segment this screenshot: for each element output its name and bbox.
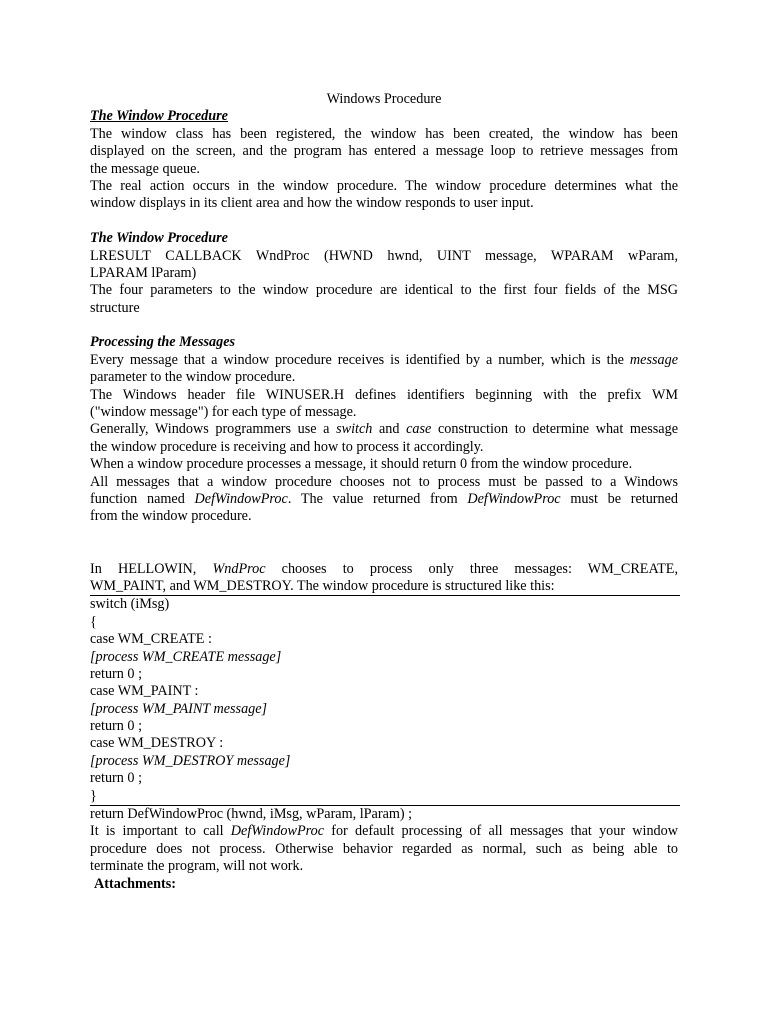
paragraph-line: The window class has been registered, the window has been created, the window has been: [90, 125, 678, 142]
code-line: {: [90, 613, 97, 630]
text-run: construction to determine what message: [431, 421, 678, 438]
italic-text: DefWindowProc: [467, 490, 561, 507]
paragraph-line: The four parameters to the window procedure are identical to the first four fields of the MSG: [90, 282, 678, 299]
text-run: Generally, Windows programmers use a: [90, 421, 337, 438]
paragraph-line: All messages that a window procedure chooses not to process must be passed to a Windows: [90, 473, 678, 490]
paragraph-line: [90, 491, 678, 508]
paragraph-line: parameter to the window procedure.: [90, 369, 296, 386]
paragraph-line: the message queue.: [90, 160, 200, 177]
code-line: return 0 ;: [90, 770, 143, 787]
paragraph-line: [90, 823, 678, 840]
code-line: [90, 649, 678, 666]
paragraph-line: When a window procedure processes a message, it should return 0 from the window procedure.: [90, 456, 633, 473]
section-heading: [90, 230, 678, 247]
code-line: case WM_PAINT :: [90, 683, 199, 700]
italic-text: case: [406, 421, 432, 438]
italic-text: DefWindowProc: [194, 490, 288, 507]
text-run: must be returned: [560, 490, 678, 507]
section-heading-text: The Window Procedure: [90, 230, 228, 247]
code-line: return 0 ;: [90, 718, 143, 735]
code-line: }: [90, 787, 97, 804]
paragraph-line: the window procedure is receiving and how to process it accordingly.: [90, 438, 484, 455]
paragraph-line: structure: [90, 299, 140, 316]
paragraph-line: [90, 421, 678, 438]
paragraph-line: [90, 352, 678, 369]
text-run: chooses to process only three messages: WM_CREATE,: [265, 560, 678, 577]
code-line: return 0 ;: [90, 665, 143, 682]
text-run: Every message that a window procedure receives is identified by a number, which is the: [90, 351, 630, 368]
italic-text: [process WM_DESTROY message]: [90, 752, 291, 769]
italic-text: DefWindowProc: [230, 823, 325, 840]
italic-text: [process WM_PAINT message]: [90, 700, 268, 717]
code-line: return DefWindowProc (hwnd, iMsg, wParam, lParam) ;: [90, 806, 413, 823]
text-run: In HELLOWIN,: [90, 560, 213, 577]
italic-text: message: [629, 351, 678, 368]
section-heading: [90, 334, 678, 351]
paragraph-line: terminate the program, will not work.: [90, 858, 304, 875]
attachments-label: Attachments:: [94, 875, 176, 892]
text-run: for default processing of all messages that your window: [324, 823, 678, 840]
code-line: [90, 753, 678, 770]
paragraph-line: displayed on the screen, and the program has entered a message loop to retrieve messages from: [90, 143, 678, 160]
spacer: [90, 543, 678, 560]
italic-text: WndProc: [212, 560, 266, 577]
paragraph-line: [90, 561, 678, 578]
text-run: It is important to call: [90, 823, 231, 840]
document-page: [90, 91, 678, 893]
section-heading-text: The Window Procedure: [90, 108, 228, 125]
paragraph-line: ("window message") for each type of message.: [90, 404, 357, 421]
paragraph-line: The Windows header file WINUSER.H defines identifiers beginning with the prefix WM: [90, 386, 678, 403]
spacer: [90, 526, 678, 543]
paragraph-line: procedure does not process. Otherwise behavior regarded as normal, such as being able to: [90, 840, 678, 857]
section-heading-text: Processing the Messages: [90, 334, 236, 351]
text-run: . The value returned from: [287, 490, 468, 507]
paragraph-line: WM_PAINT, and WM_DESTROY. The window procedure is structured like this:: [90, 577, 555, 594]
italic-text: switch: [336, 421, 373, 438]
code-line: switch (iMsg): [90, 596, 170, 613]
function-signature-line: LPARAM lParam): [90, 264, 197, 281]
italic-text: [process WM_CREATE message]: [90, 648, 282, 665]
paragraph-line: from the window procedure.: [90, 508, 252, 525]
paragraph-line: window displays in its client area and how the window responds to user input.: [90, 195, 534, 212]
spacer: [90, 213, 678, 230]
paragraph-line: The real action occurs in the window procedure. The window procedure determines what the: [90, 177, 678, 194]
spacer: [90, 317, 678, 334]
text-run: function named: [90, 490, 195, 507]
text-run: and: [372, 421, 407, 438]
function-signature-line: LRESULT CALLBACK WndProc (HWND hwnd, UINT message, WPARAM wParam,: [90, 247, 678, 264]
code-line: case WM_DESTROY :: [90, 735, 224, 752]
code-line: case WM_CREATE :: [90, 631, 212, 648]
section-heading: [90, 108, 678, 125]
code-line: [90, 701, 678, 718]
document-title: Windows Procedure: [326, 91, 442, 107]
